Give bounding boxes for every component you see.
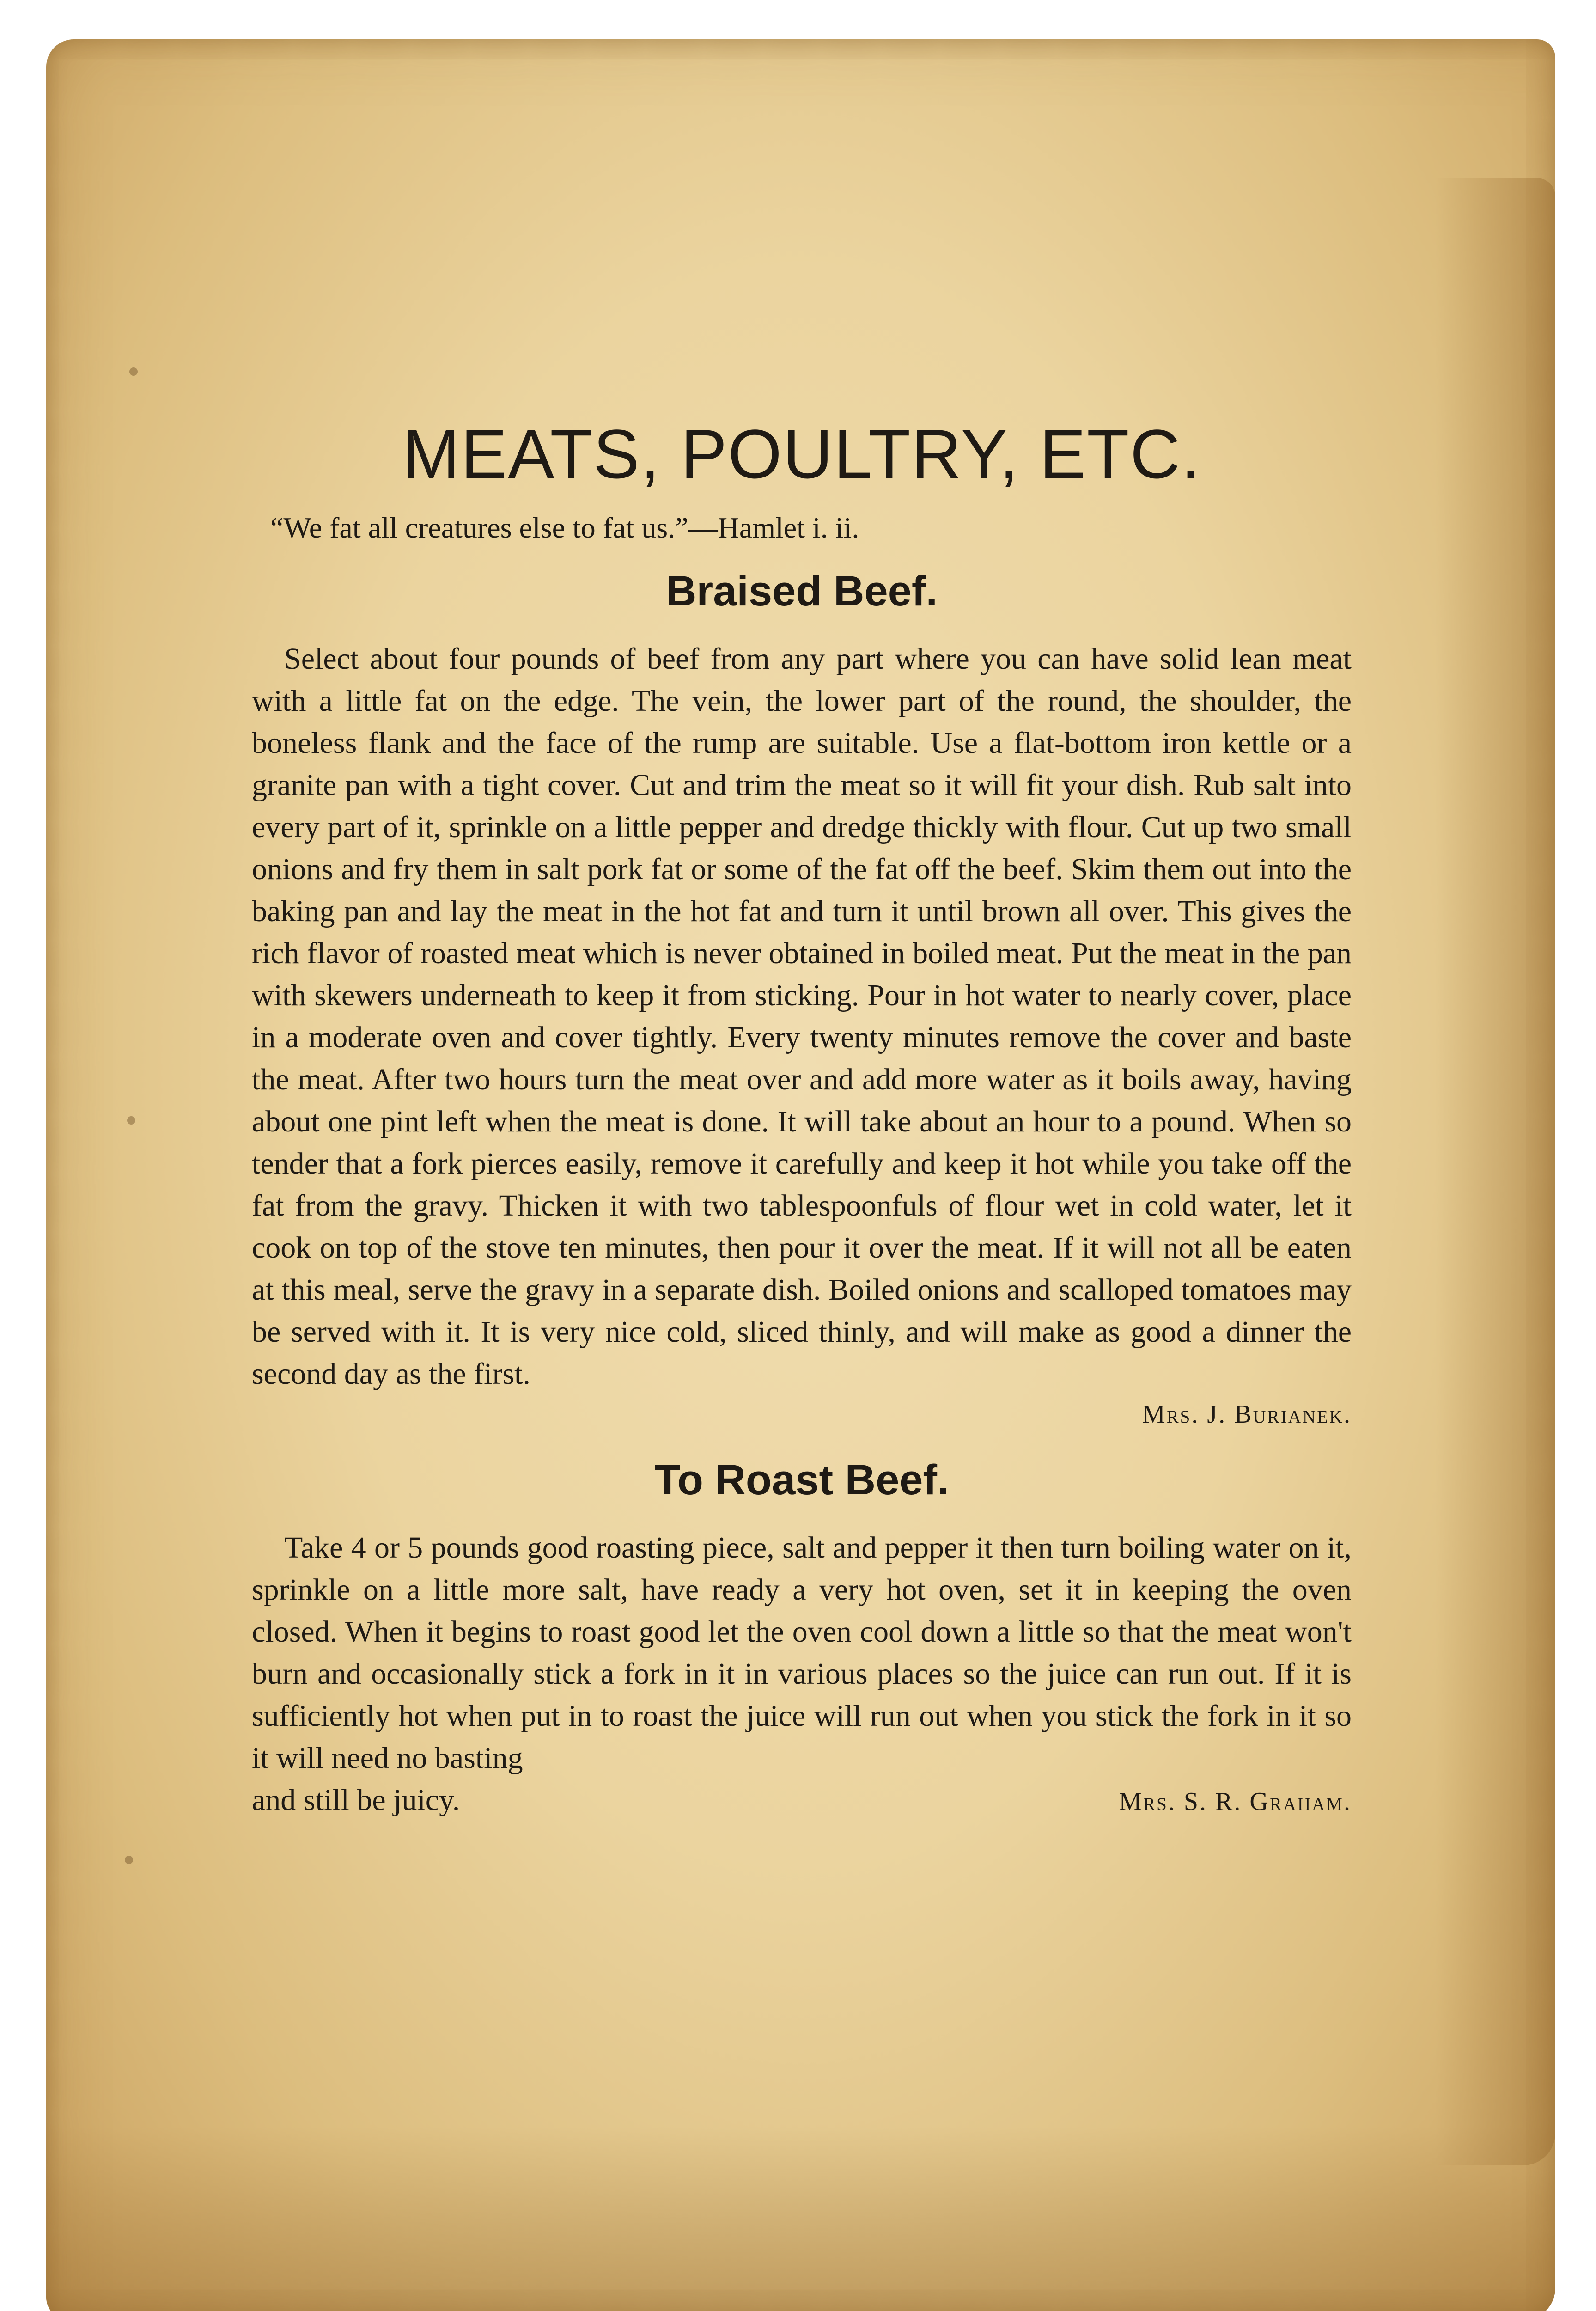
edge-stain-bottom bbox=[46, 2126, 1555, 2311]
recipe-roast-beef bbox=[252, 1457, 1352, 1823]
recipe-author: Mrs. S. R. Graham. bbox=[1119, 1787, 1352, 1816]
recipe-author: Mrs. J. Burianek. bbox=[1142, 1400, 1352, 1429]
recipe-body: Select about four pounds of beef from any part where you can have solid lean meat with a little fat on the edge. The vein, the lower part of the round, the shoulder, the boneless flank and the face of the rump are suitable. Use a flat-bottom iron kettle or a granite pan with a tight cover. Cut and trim the meat so it will fit your dish. Rub salt into every part of it, sprinkle on a little pepper and dredge thickly with flour. Cut up two small onions and fry them in salt pork fat or some of the fat off the beef. Skim them out into the baking pan and lay the meat in the hot fat and turn it until brown all over. This gives the rich flavor of roasted meat which is never obtained in boiled meat. Put the meat in the pan with skewers underneath to keep it from sticking. Pour in hot water to nearly cover, place in a moderate oven and cover tightly. Every twenty minutes remove the cover and baste the meat. After two hours turn the meat over and add more water as it boils away, having about one pint left when the meat is done. It will take about an hour to a pound. When so tender that a fork pierces easily, remove it carefully and keep it hot while you take off the fat from the gravy. Thicken it with two tablespoonfuls of flour wet in cold water, let it cook on top of the stove ten minutes, then pour it over the meat. If it will not all be eaten at this meal, serve the gravy in a separate dish. Boiled onions and scalloped tomatoes may be served with it. It is very nice cold, sliced thinly, and will make as good a dinner the second day as the first. bbox=[252, 642, 1352, 1391]
recipe-closing-line bbox=[252, 1779, 1352, 1823]
recipe-braised-beef bbox=[252, 568, 1352, 1429]
epigraph-quote: “We fat all creatures else to fat us.”—Hamlet i. ii. bbox=[270, 511, 859, 544]
recipe-title: To Roast Beef. bbox=[654, 1456, 949, 1504]
binding-hole bbox=[125, 1856, 133, 1864]
page-content bbox=[252, 416, 1352, 1823]
binding-hole bbox=[129, 367, 138, 376]
page-title: MEATS, POULTRY, ETC. bbox=[402, 415, 1201, 493]
binding-hole bbox=[127, 1116, 135, 1125]
recipe-title: Braised Beef. bbox=[665, 568, 938, 615]
recipe-body: Take 4 or 5 pounds good roasting piece, salt and pepper it then turn boiling water on it, sprinkle on a little more salt, have ready a very hot oven, set it in keeping the oven closed. When it begins to roast good let the oven cool down a little so that the meat won't burn and occasionally stick a fork in it in various places so the juice can run out. If it is sufficiently hot when put in to roast the juice will run out when you stick the fork in it so it will need no basting bbox=[252, 1531, 1352, 1775]
recipe-last-line: and still be juicy. bbox=[252, 1783, 460, 1817]
edge-stain-right bbox=[1435, 178, 1555, 2165]
